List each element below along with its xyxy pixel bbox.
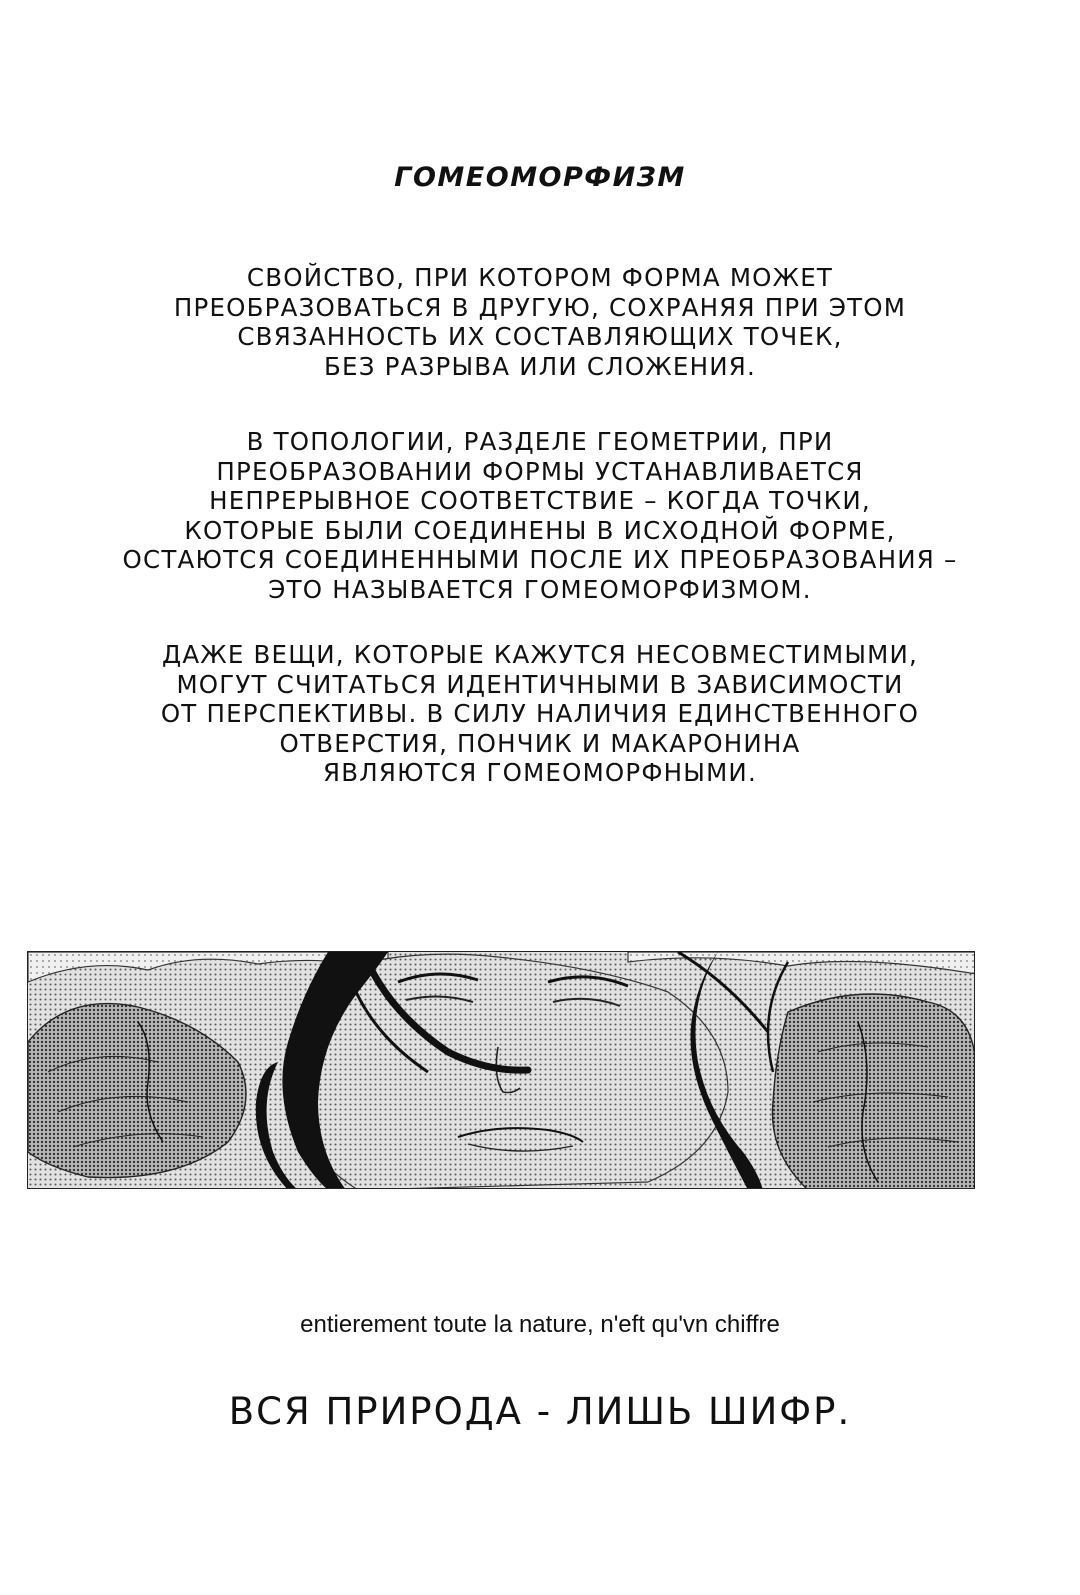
manga-illustration-panel — [27, 951, 975, 1189]
french-quote: entierement toute la nature, n'eft qu'vn chiffre — [300, 1311, 780, 1338]
text-line: ОТВЕРСТИЯ, ПОНЧИК И МАКАРОНИНА — [279, 728, 801, 758]
text-line: ОСТАЮТСЯ СОЕДИНЕННЫМИ ПОСЛЕ ИХ ПРЕОБРАЗОВАНИЯ – — [122, 545, 958, 574]
text-line: ЭТО НАЗЫВАЕТСЯ ГОМЕОМОРФИЗМОМ. — [268, 574, 812, 604]
text-line: ЯВЛЯЮТСЯ ГОМЕОМОРФНЫМИ. — [323, 758, 757, 787]
text-line: СВЯЗАННОСТЬ ИХ СОСТАВЛЯЮЩИХ ТОЧЕК, — [237, 322, 843, 351]
text-line: МОГУТ СЧИТАТЬСЯ ИДЕНТИЧНЫМИ В ЗАВИСИМОСТИ — [176, 669, 904, 699]
example-paragraph — [100, 640, 980, 788]
page-title: ГОМЕОМОРФИЗМ — [394, 162, 686, 193]
face-closeup-illustration — [28, 952, 975, 1189]
text-line: КОТОРЫЕ БЫЛИ СОЕДИНЕНЫ В ИСХОДНОЙ ФОРМЕ, — [184, 515, 896, 545]
text-line: ДАЖЕ ВЕЩИ, КОТОРЫЕ КАЖУТСЯ НЕСОВМЕСТИМЫМИ, — [161, 640, 919, 669]
text-line: ОТ ПЕРСПЕКТИВЫ. В СИЛУ НАЛИЧИЯ ЕДИНСТВЕННОГО — [160, 699, 920, 728]
text-line: НЕПРЕРЫВНОЕ СООТВЕТСТВИЕ – КОГДА ТОЧКИ, — [209, 486, 871, 515]
text-line: БЕЗ РАЗРЫВА ИЛИ СЛОЖЕНИЯ. — [324, 351, 756, 381]
text-line: ПРЕОБРАЗОВАНИИ ФОРМЫ УСТАНАВЛИВАЕТСЯ — [216, 456, 864, 486]
text-line: ПРЕОБРАЗОВАТЬСЯ В ДРУГУЮ, СОХРАНЯЯ ПРИ ЭТОМ — [173, 292, 907, 322]
definition-paragraph — [100, 263, 980, 381]
motto-translation: ВСЯ ПРИРОДА - ЛИШЬ ШИФР. — [228, 1390, 852, 1433]
text-line: В ТОПОЛОГИИ, РАЗДЕЛЕ ГЕОМЕТРИИ, ПРИ — [246, 427, 834, 456]
topology-paragraph — [100, 427, 980, 604]
text-line: СВОЙСТВО, ПРИ КОТОРОМ ФОРМА МОЖЕТ — [246, 263, 834, 292]
